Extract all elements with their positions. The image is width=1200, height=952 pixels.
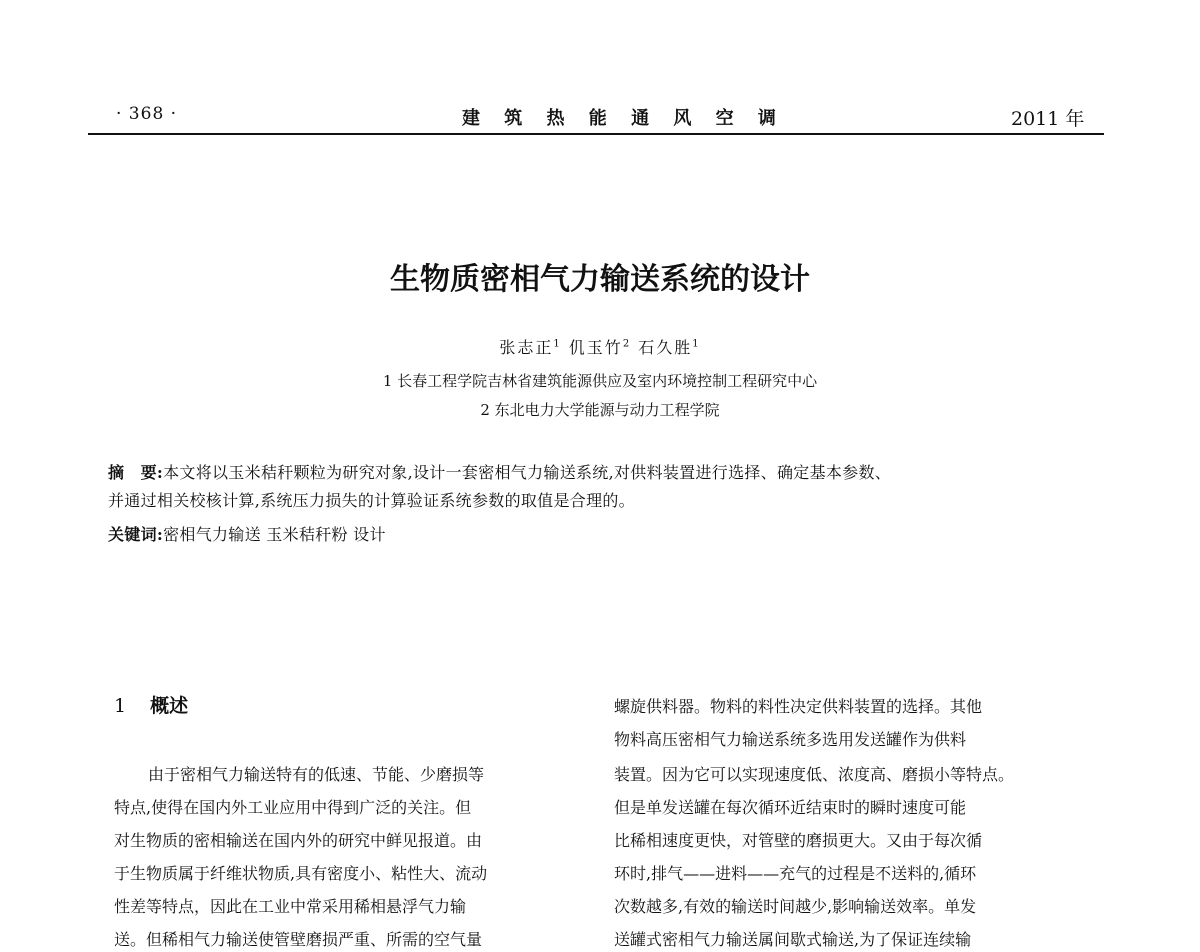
publication-year: 2011 年 [1011,108,1085,130]
section-number: 1 [114,695,127,717]
body-text-line: 对生物质的密相输送在国内外的研究中鲜见报道。由 [114,831,483,850]
abstract [108,460,1108,486]
body-text-line: 由于密相气力输送特有的低速、节能、少磨损等 [148,765,485,784]
section-heading [114,691,188,718]
keywords [108,522,1108,548]
section-title: 概述 [150,695,189,717]
author-affil-mark: 2 [622,338,632,350]
body-text-line: 性差等特点，因此在工业中常采用稀相悬浮气力输 [114,897,467,916]
abstract-text: 本文将以玉米秸秆颗粒为研究对象,设计一套密相气力输送系统,对供料装置进行选择、确定基本参数、 [163,463,892,482]
abstract-text: 并通过相关校核计算,系统压力损失的计算验证系统参数的取值是合理的。 [108,491,635,510]
author-name: 仉玉竹 [568,338,623,357]
body-text-line: 装置。因为它可以实现速度低、浓度高、磨损小等特点。 [614,765,1015,784]
author-list [0,335,1200,358]
body-text-line: 螺旋供料器。物料的料性决定供料装置的选择。其他 [614,697,983,716]
body-text-line: 但是单发送罐在每次循环近结束时的瞬时速度可能 [614,798,967,817]
author-affil-mark: 1 [553,338,562,350]
body-text-line: 于生物质属于纤维状物质,具有密度小、粘性大、流动 [114,864,488,883]
body-text-line: 特点,使得在国内外工业应用中得到广泛的关注。但 [114,798,472,817]
header-rule [88,133,1104,135]
affiliation: 1 长春工程学院吉林省建筑能源供应及室内环境控制工程研究中心 [382,372,818,390]
abstract-label: 摘 要: [108,463,164,482]
journal-name: 建 筑 热 能 通 风 空 调 [462,108,785,129]
body-text-line: 送罐式密相气力输送属间歇式输送,为了保证连续输 [614,930,972,949]
affiliation: 2 东北电力大学能源与动力工程学院 [480,401,720,419]
keywords-text: 密相气力输送 玉米秸秆粉 设计 [163,525,386,544]
page-number: · 368 · [116,104,178,124]
body-text-line: 物料高压密相气力输送系统多选用发送罐作为供料 [614,730,967,749]
body-text-line: 比稀相速度更快，对管壁的磨损更大。又由于每次循 [614,831,983,850]
body-text-line: 送。但稀相气力输送使管壁磨损严重、所需的空气量 [114,930,483,949]
author-name: 石久胜 [638,338,693,357]
author-name: 张志正 [499,338,554,357]
keywords-label: 关键词: [108,525,164,544]
paper-title: 生物质密相气力输送系统的设计 [390,262,810,297]
author-affil-mark: 1 [692,338,701,350]
body-text-line: 次数越多,有效的输送时间越少,影响输送效率。单发 [614,897,977,916]
body-text-line: 环时,排气——进料——充气的过程是不送料的,循环 [614,864,977,883]
